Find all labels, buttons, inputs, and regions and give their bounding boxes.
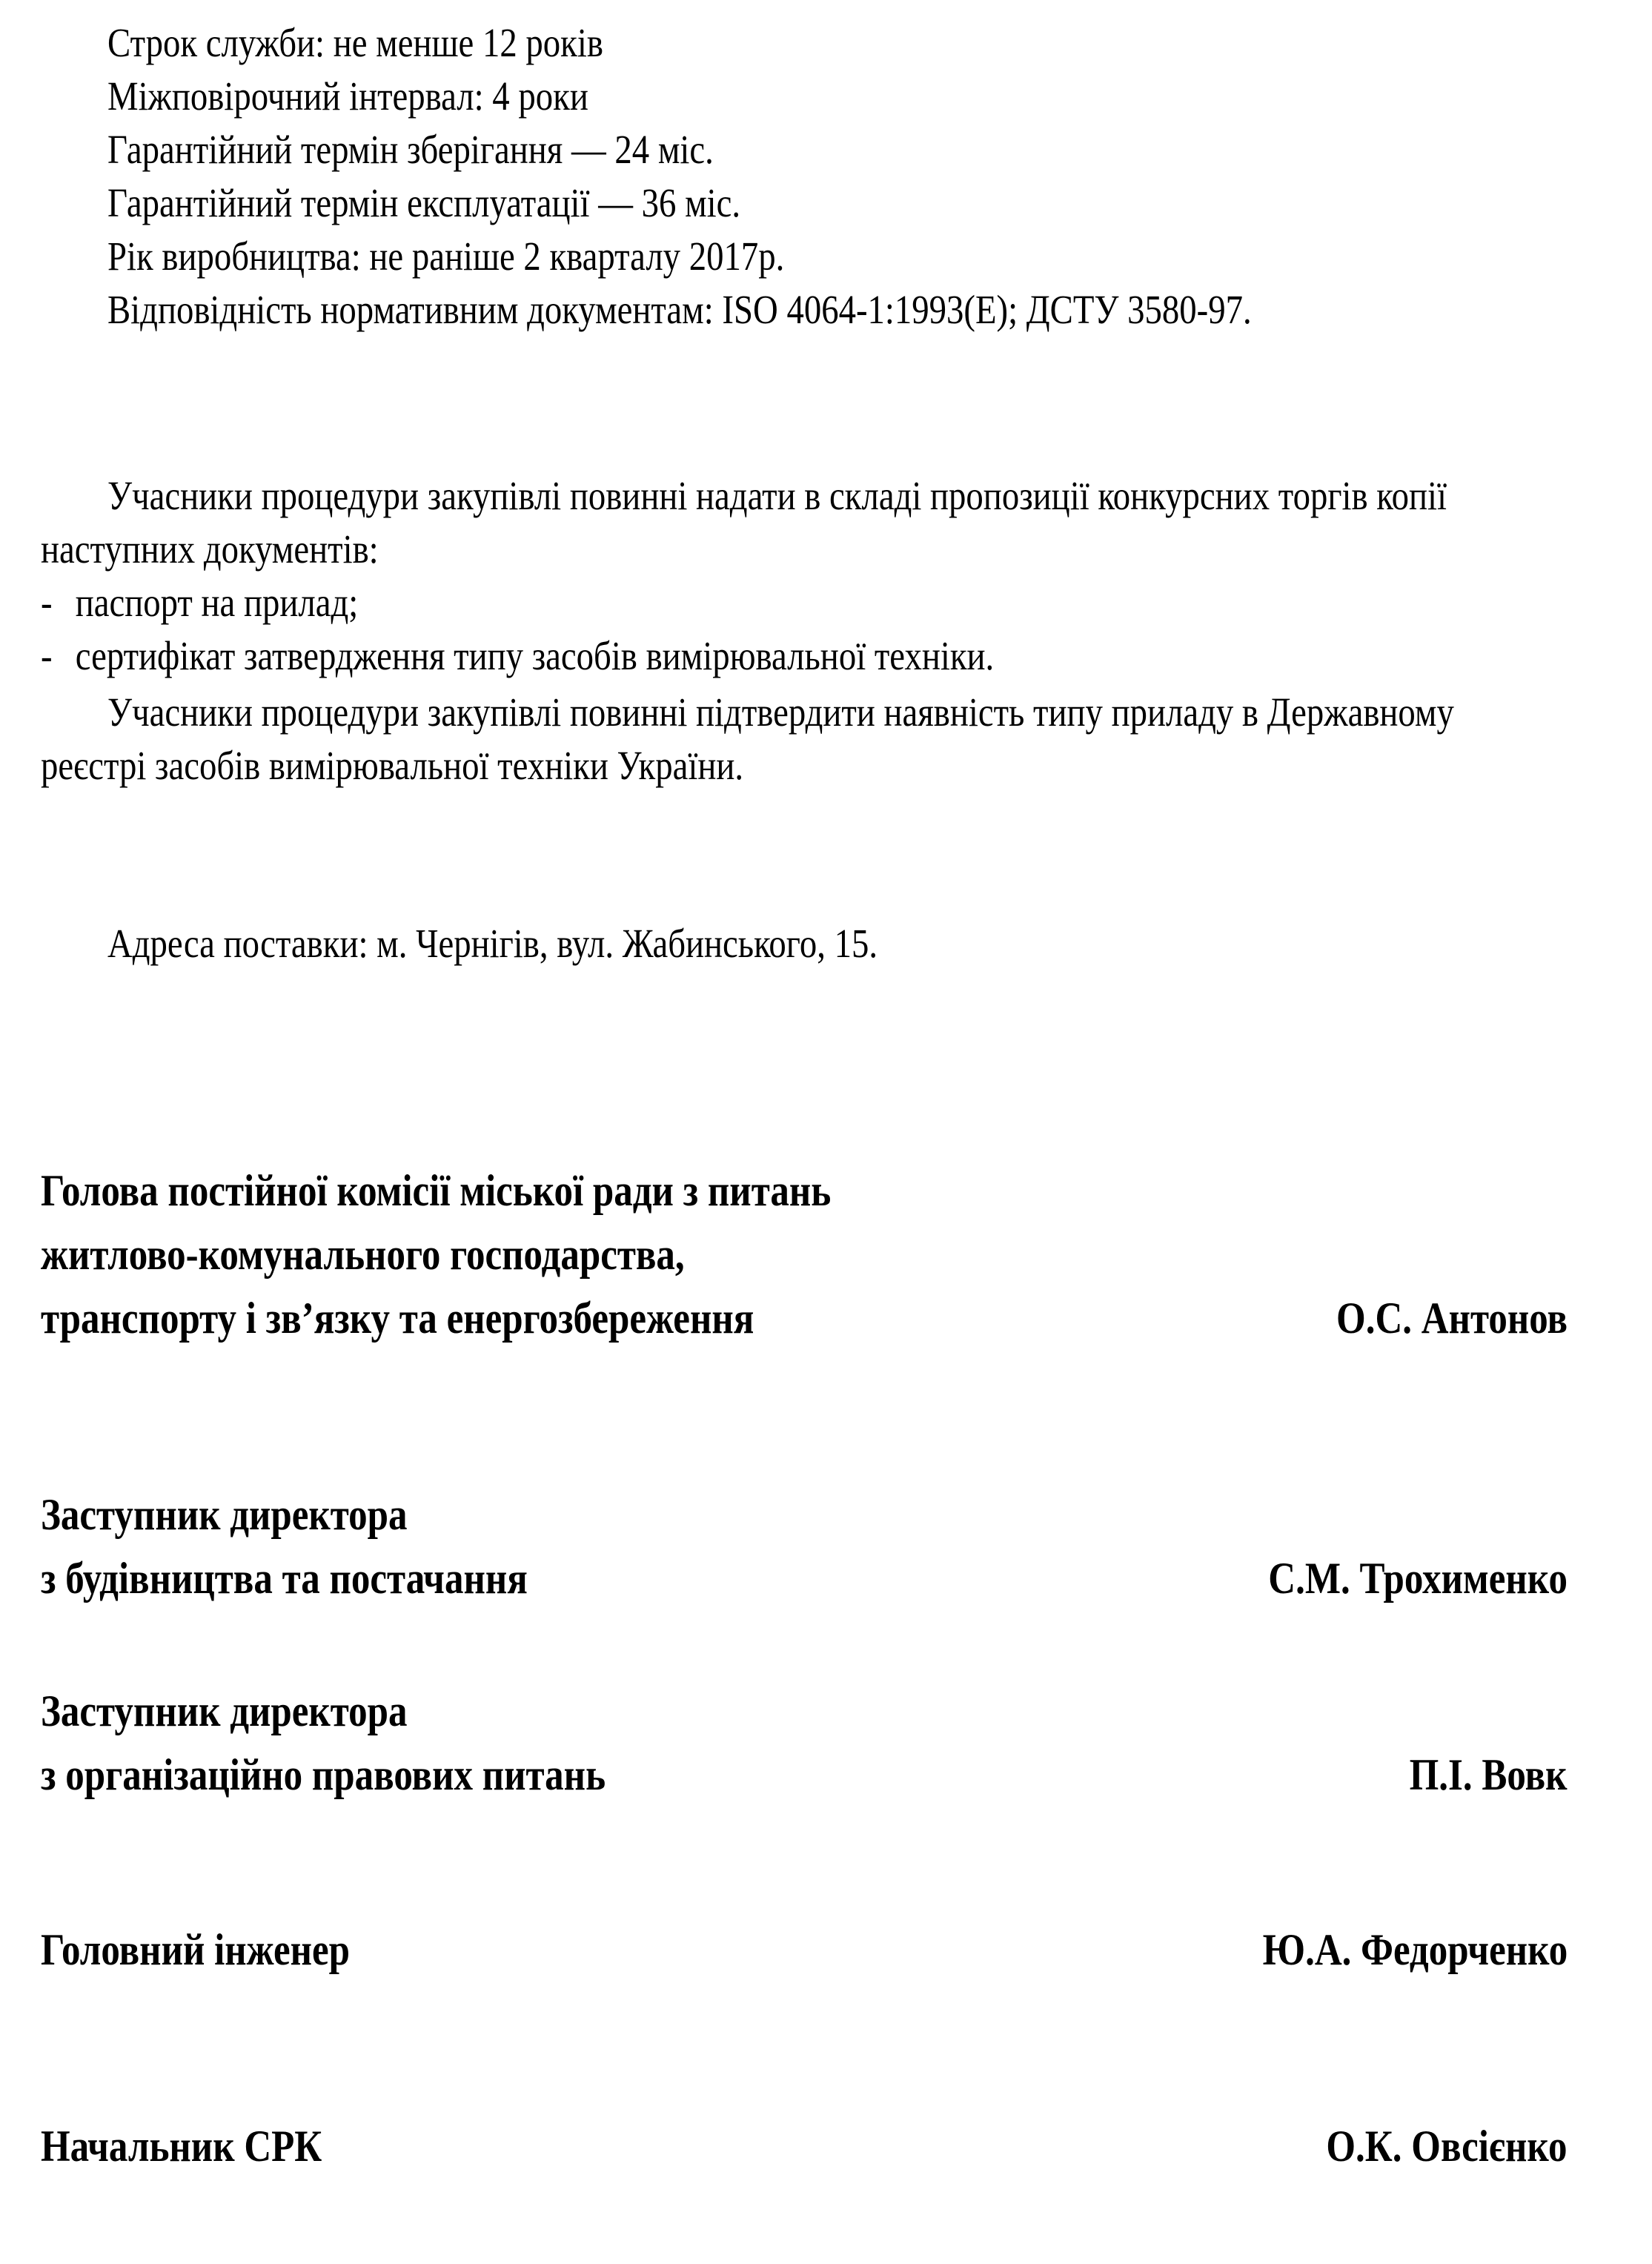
delivery-address: Адреса поставки: м. Чернігів, вул. Жабинського, 15. <box>107 921 878 966</box>
signature-title-line: житлово-комунального господарства, <box>41 1230 685 1279</box>
spec-line-standards: Відповідність нормативним документам: ISO 4064-1:1993(Е); ДСТУ 3580-97. <box>107 287 1252 332</box>
requirements-intro-line1: Учасники процедури закупівлі повинні надати в складі пропозиції конкурсних торгів копії <box>107 473 1447 518</box>
requirements-intro-line2: наступних документів: <box>41 526 379 572</box>
spec-line-operation-warranty: Гарантійний термін експлуатації — 36 міс. <box>107 180 741 225</box>
signature-name: С.М. Трохименко <box>1268 1554 1568 1603</box>
spec-line-storage-warranty: Гарантійний термін зберігання — 24 міс. <box>107 127 714 172</box>
requirements-item-certificate: сертифікат затвердження типу засобів вимірювальної техніки. <box>75 633 995 678</box>
spec-list <box>107 16 1453 337</box>
registry-requirement-line1: Учасники процедури закупівлі повинні підтвердити наявність типу приладу в Державному <box>107 689 1454 735</box>
signature-title-line: Головний інженер <box>41 1925 350 1974</box>
signature-name: О.К. Овсієнко <box>1326 2122 1568 2171</box>
list-dash: - <box>41 580 53 625</box>
signature-title-line: з організаційно правових питань <box>41 1750 606 1799</box>
requirements-item-passport: паспорт на прилад; <box>75 580 359 625</box>
signature-name: П.І. Вовк <box>1410 1750 1568 1799</box>
signature-title-line: з будівництва та постачання <box>41 1554 528 1603</box>
signature-title-line: Голова постійної комісії міської ради з питань <box>41 1166 832 1215</box>
spec-line-production-year: Рік виробництва: не раніше 2 кварталу 2017р. <box>107 234 785 279</box>
spec-line-calibration-interval: Міжповірочний інтервал: 4 роки <box>107 73 588 119</box>
list-dash: - <box>41 633 53 678</box>
signature-title-line: Заступник директора <box>41 1490 408 1539</box>
signature-title-line: Начальник СРК <box>41 2122 322 2171</box>
requirements-list-item <box>41 629 994 683</box>
signature-name: Ю.А. Федорченко <box>1262 1925 1568 1974</box>
signature-name: О.С. Антонов <box>1336 1294 1568 1343</box>
spec-line-service-life: Строк служби: не менше 12 років <box>107 20 603 65</box>
signature-block-deputy-legal <box>41 1679 1568 1807</box>
signature-block-deputy-construction <box>41 1483 1568 1610</box>
requirements-list-item <box>41 576 358 629</box>
signature-block-srk-head <box>41 2114 1568 2178</box>
signature-block-chief-engineer <box>41 1918 1568 1982</box>
signature-block-commission-head <box>41 1159 1568 1350</box>
signature-title-line: Заступник директора <box>41 1687 408 1735</box>
signature-title-line: транспорту і зв’язку та енергозбереження <box>41 1294 754 1343</box>
registry-requirement-line2: реєстрі засобів вимірювальної техніки України. <box>41 743 744 788</box>
